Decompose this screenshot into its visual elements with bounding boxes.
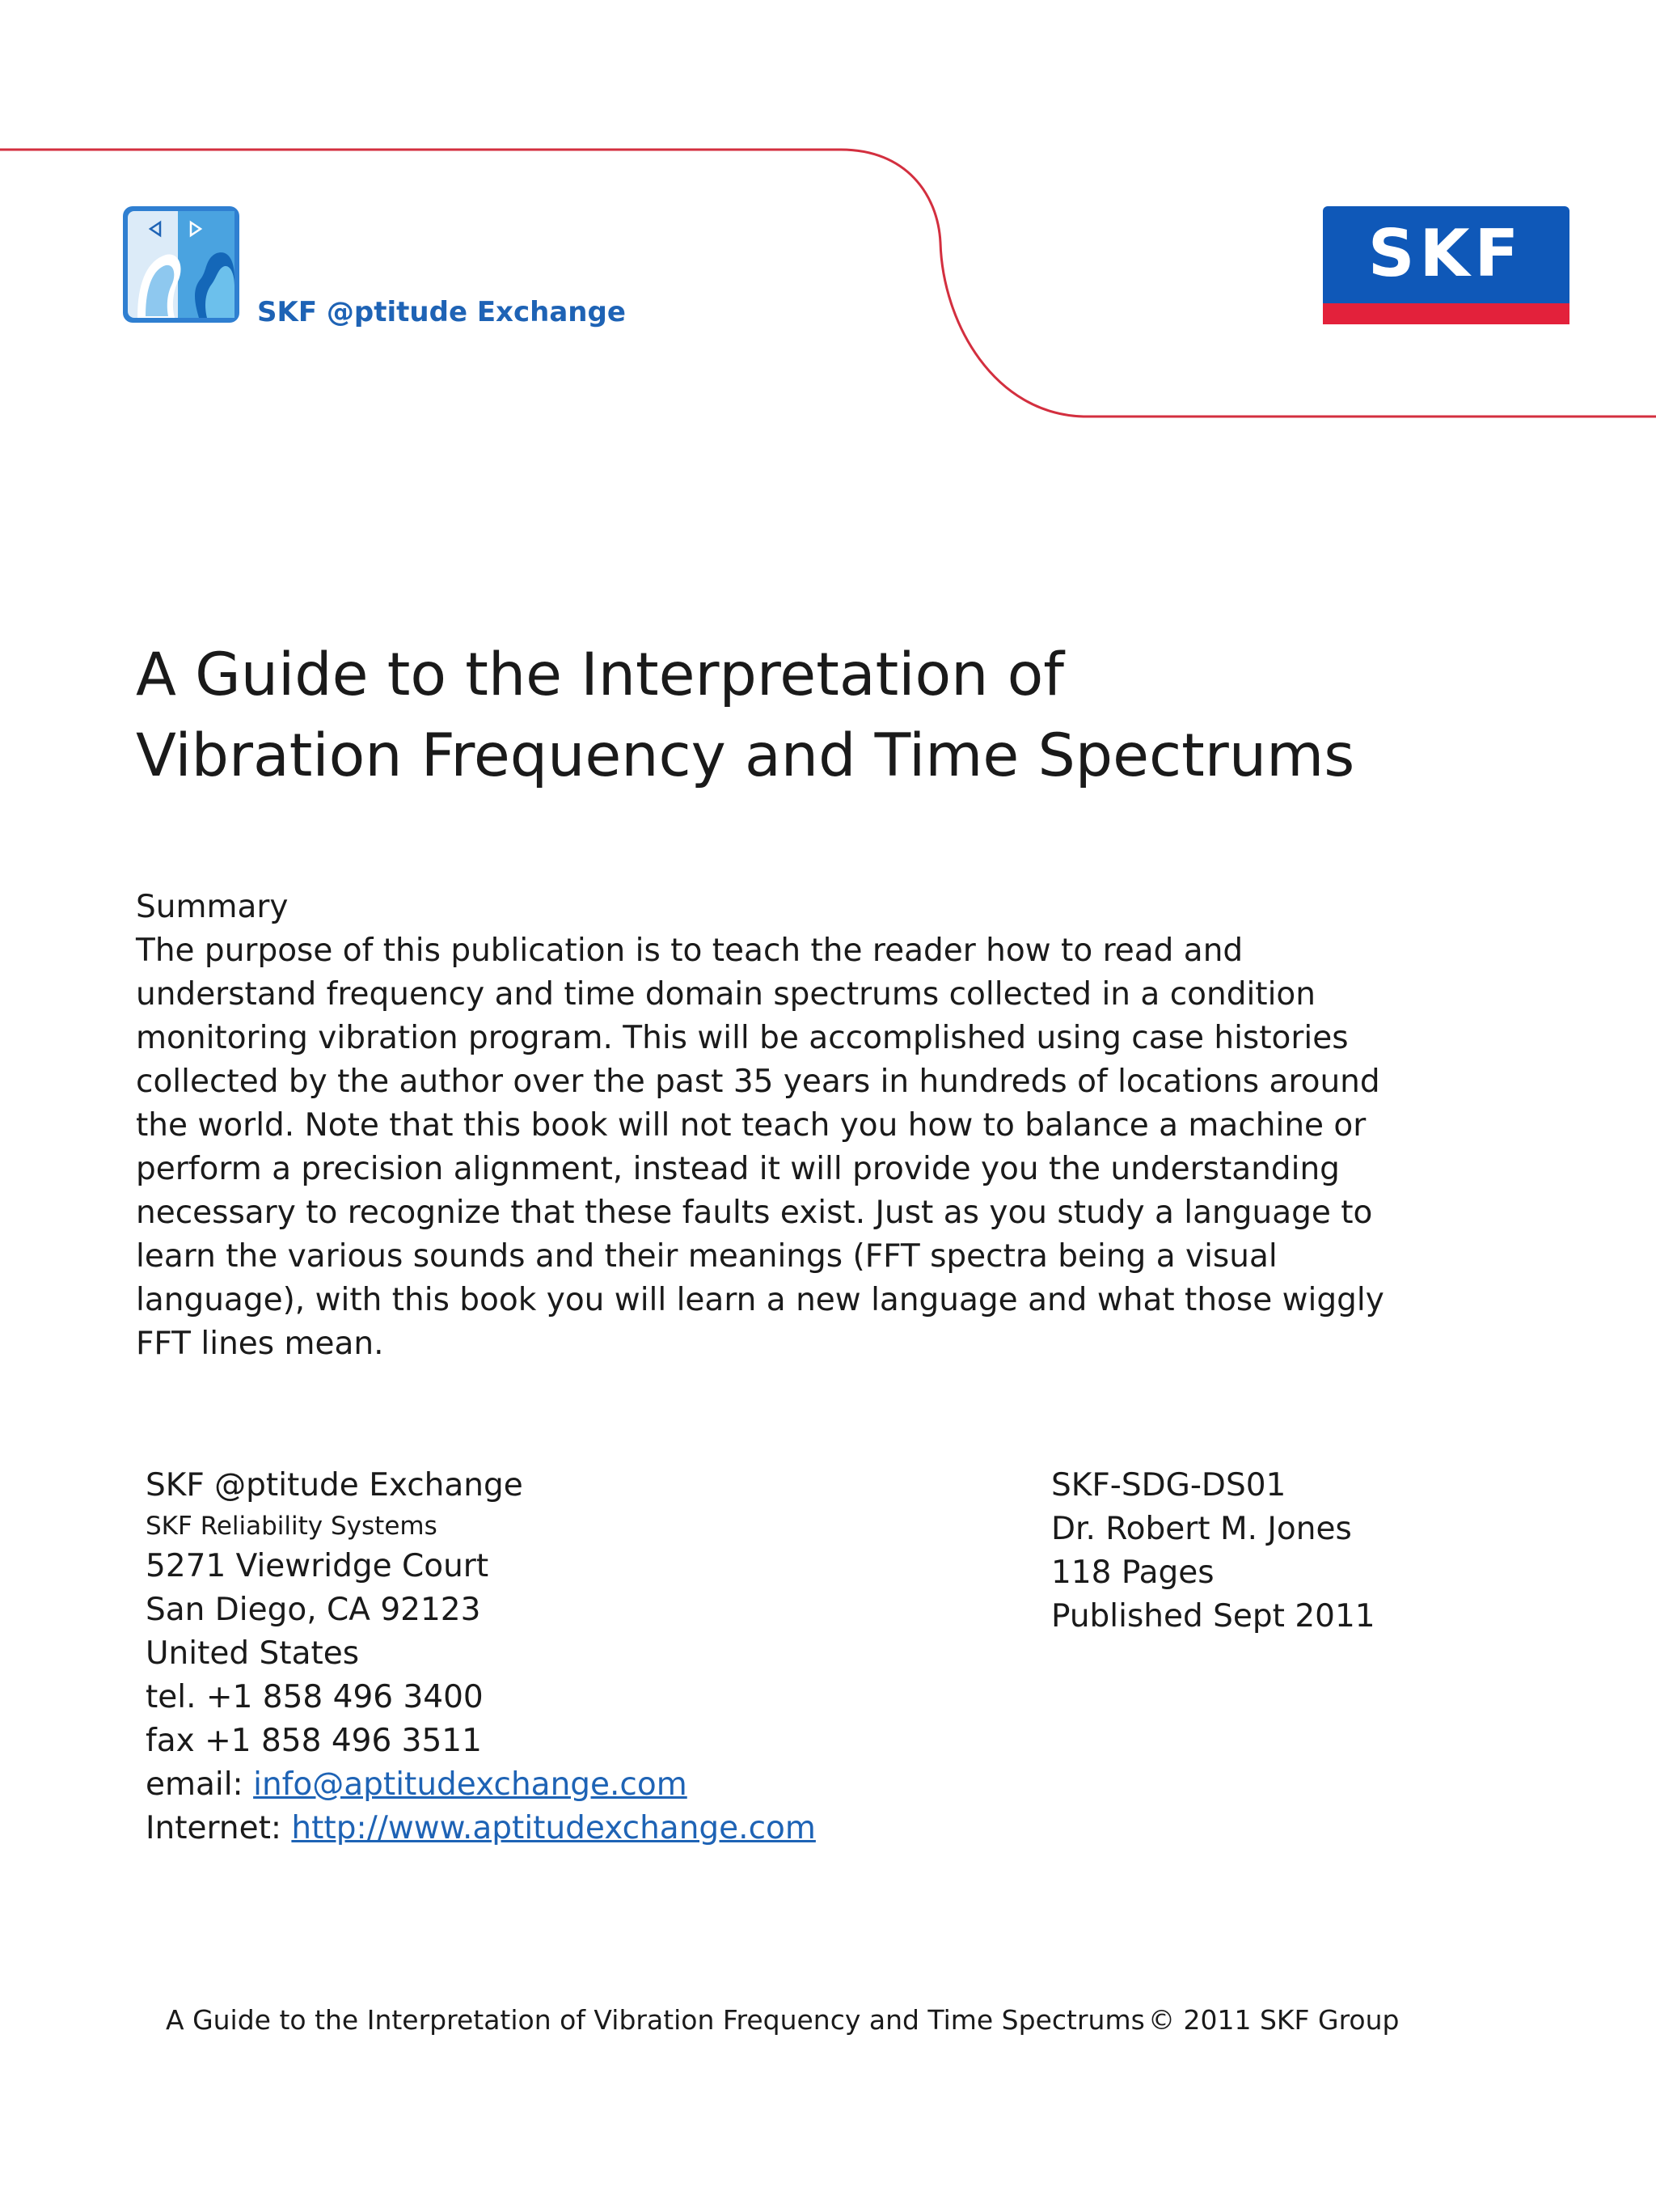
contact-email-row [146, 1763, 816, 1807]
email-link[interactable]: info@aptitudexchange.com [253, 1766, 687, 1803]
aptitude-exchange-logo [121, 205, 241, 324]
title-line-2: Vibration Frequency and Time Spectrums [136, 721, 1355, 790]
title-line-1: A Guide to the Interpretation of [136, 641, 1064, 709]
doc-id: SKF-SDG-DS01 [1051, 1467, 1286, 1504]
internet-link[interactable]: http://www.aptitudexchange.com [291, 1810, 816, 1846]
summary-heading: Summary [136, 889, 289, 925]
document-meta [1051, 1464, 1375, 1639]
author: Dr. Robert M. Jones [1051, 1511, 1352, 1547]
contact-block [146, 1464, 816, 1850]
skf-logo [1323, 206, 1569, 324]
contact-country: United States [146, 1635, 360, 1672]
contact-fax: fax +1 858 496 3511 [146, 1723, 482, 1759]
email-label: email: [146, 1766, 243, 1803]
summary-body: The purpose of this publication is to teach the reader how to read and understand frequency and time domain spectrums collected in a condition monitoring vibration program. This will be accomplished using case histories collected by the author over the past 35 years in hundreds of locations around the world. Note that this book will not teach you how to balance a machine or perform a precision alignment, instead it will provide you the understanding necessary to recognize that these faults exist. Just as you study a language to learn the various sounds and their meanings (FFT spectra being a visual language), with this book you will learn a new language and what those wiggly FFT lines mean. [136, 933, 1384, 1362]
contact-street: 5271 Viewridge Court [146, 1548, 489, 1584]
contact-internet-row [146, 1807, 816, 1850]
footer-copyright: © 2011 SKF Group [1148, 2004, 1400, 2036]
contact-org: SKF @ptitude Exchange [146, 1467, 523, 1504]
internet-label: Internet: [146, 1810, 281, 1846]
contact-city: San Diego, CA 92123 [146, 1592, 481, 1628]
skf-logo-text: SKF [1367, 216, 1524, 291]
page-count: 118 Pages [1051, 1554, 1215, 1591]
contact-tel: tel. +1 858 496 3400 [146, 1679, 484, 1715]
document-title [136, 635, 1354, 797]
contact-division: SKF Reliability Systems [146, 1512, 437, 1541]
footer-title: A Guide to the Interpretation of Vibration Frequency and Time Spectrums [166, 2004, 1145, 2036]
brand-name: SKF @ptitude Exchange [257, 296, 626, 328]
publish-date: Published Sept 2011 [1051, 1598, 1375, 1635]
